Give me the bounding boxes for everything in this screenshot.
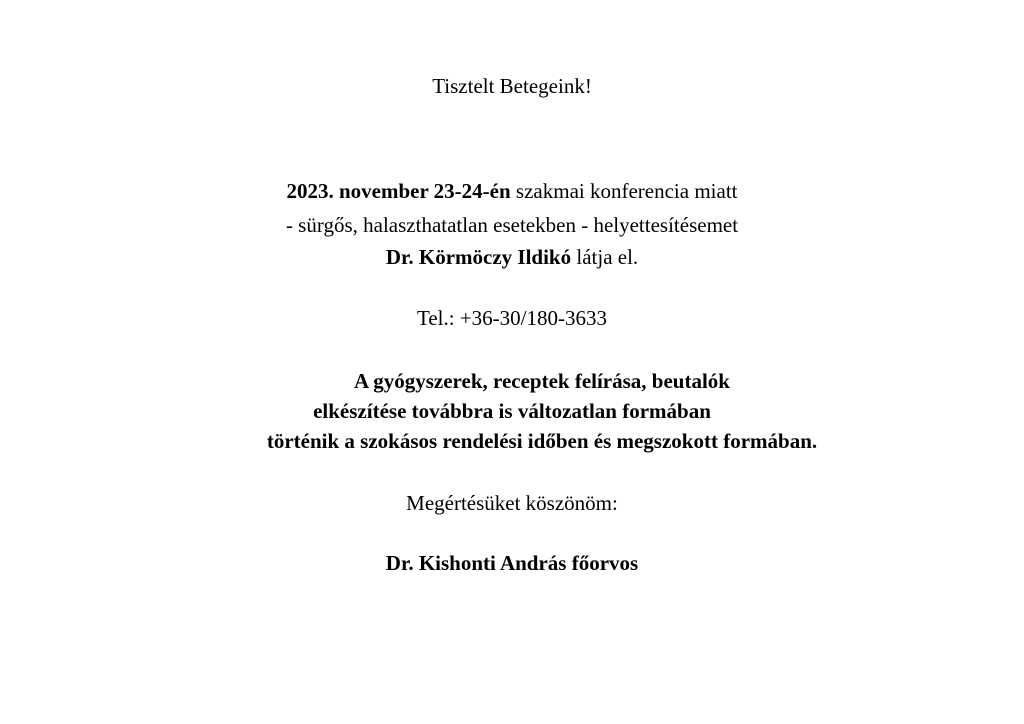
thanks-line: Megértésüket köszönöm:: [406, 491, 618, 515]
greeting: Tisztelt Betegeink!: [432, 74, 592, 98]
conference-date-line: [0, 178, 1024, 204]
prescription-line-2: elkészítése továbbra is változatlan formában: [313, 399, 711, 423]
phone-number: Tel.: +36-30/180-3633: [416, 306, 607, 330]
conference-reason: szakmai konferencia miatt: [510, 179, 738, 203]
urgent-cases-line: - sürgős, halaszthatatlan esetekben - helyettesítésemet: [285, 213, 739, 237]
substitute-rest: látja el.: [571, 245, 639, 269]
conference-date: 2023. november 23-24-én: [286, 179, 511, 203]
prescription-line-1: A gyógyszerek, receptek felírása, beutalók: [353, 369, 730, 393]
substitute-doctor-name: Dr. Körmöczy Ildikó: [385, 245, 572, 269]
substitute-line: [0, 244, 1024, 270]
signature: Dr. Kishonti András főorvos: [385, 551, 639, 575]
prescription-line-3: történik a szokásos rendelési időben és megszokott formában.: [266, 429, 818, 453]
